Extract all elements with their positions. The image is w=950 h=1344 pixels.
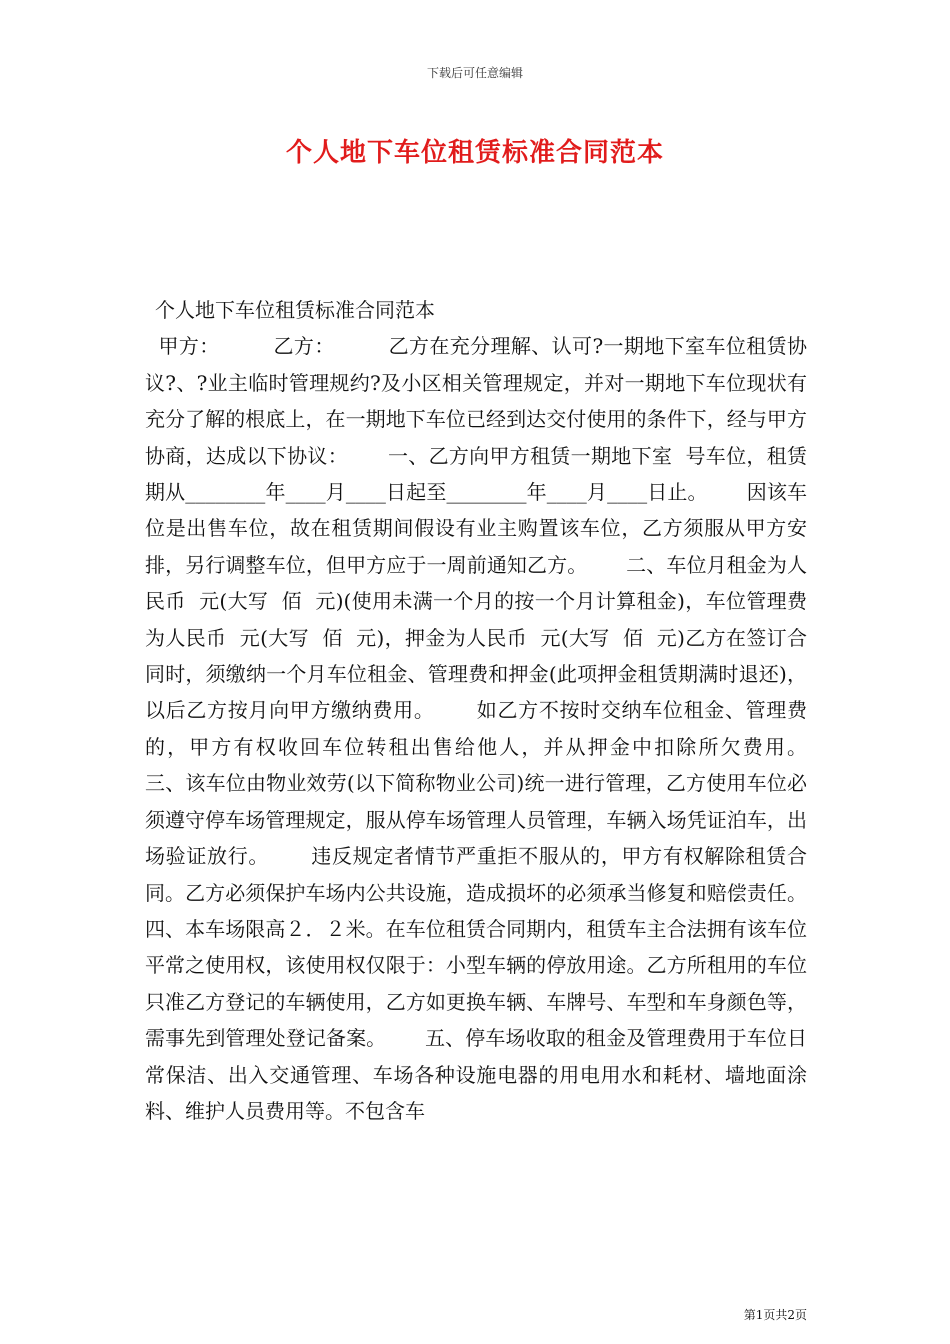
document-subtitle: 个人地下车位租赁标准合同范本 <box>155 298 435 322</box>
page-header-note: 下载后可任意编辑 <box>426 66 523 80</box>
document-title: 个人地下车位租赁标准合同范本 <box>285 138 664 168</box>
document-body <box>145 292 846 1129</box>
contract-body-paragraph: 甲方： 乙方： 乙方在充分理解、认可?一期地下室车位租赁协议?、?业主临时管理规约?及小区相关管理规定，并对一期地下车位现状有充分了解的根底上，在一期地下车位已经到达交付使用的条件下，经与甲方协商，达成以下协议： 一、乙方向甲方租赁一期地下室 号车位，租赁期从________年____月____日起至________年____月____日止。 因该车位是出售车位，故在租赁期间假设有业主购置该车位，乙方须服从甲方安排，另行调整车位，但甲方应于一周前通知乙方。 二、车位月租金为人民币 元(大写 佰 元)(使用未满一个月的按一个月计算租金)，车位管理费为人民币 元(大写 佰 元)，押金为人民币 元(大写 佰 元)乙方在签订合同时，须缴纳一个月车位租金、管理费和押金(此项押金租赁期满时退还)，以后乙方按月向甲方缴纳费用。 如乙方不按时交纳车位租金、管理费的，甲方有权收回车位转租出售给他人，并从押金中扣除所欠费用。 三、该车位由物业效劳(以下简称物业公司)统一进行管理，乙方使用车位必须遵守停车场管理规定，服从停车场管理人员管理，车辆入场凭证泊车，出场验证放行。 违反规定者情节严重拒不服从的，甲方有权解除租赁合同。乙方必须保护车场内公共设施，造成损坏的必须承当修复和赔偿责任。 四、本车场限高２．２米。在车位租赁合同期内，租赁车主合法拥有该车位平常之使用权，该使用权仅限于：小型车辆的停放用途。乙方所租用的车位只准乙方登记的车辆使用，乙方如更换车辆、车牌号、车型和车身颜色等，需事先到管理处登记备案。 五、停车场收取的租金及管理费用于车位日常保洁、出入交通管理、车场各种设施电器的用电用水和耗材、墙地面涂料、维护人员费用等。不包含车 <box>145 334 846 1123</box>
page-number: 第1页共2页 <box>743 1308 807 1322</box>
